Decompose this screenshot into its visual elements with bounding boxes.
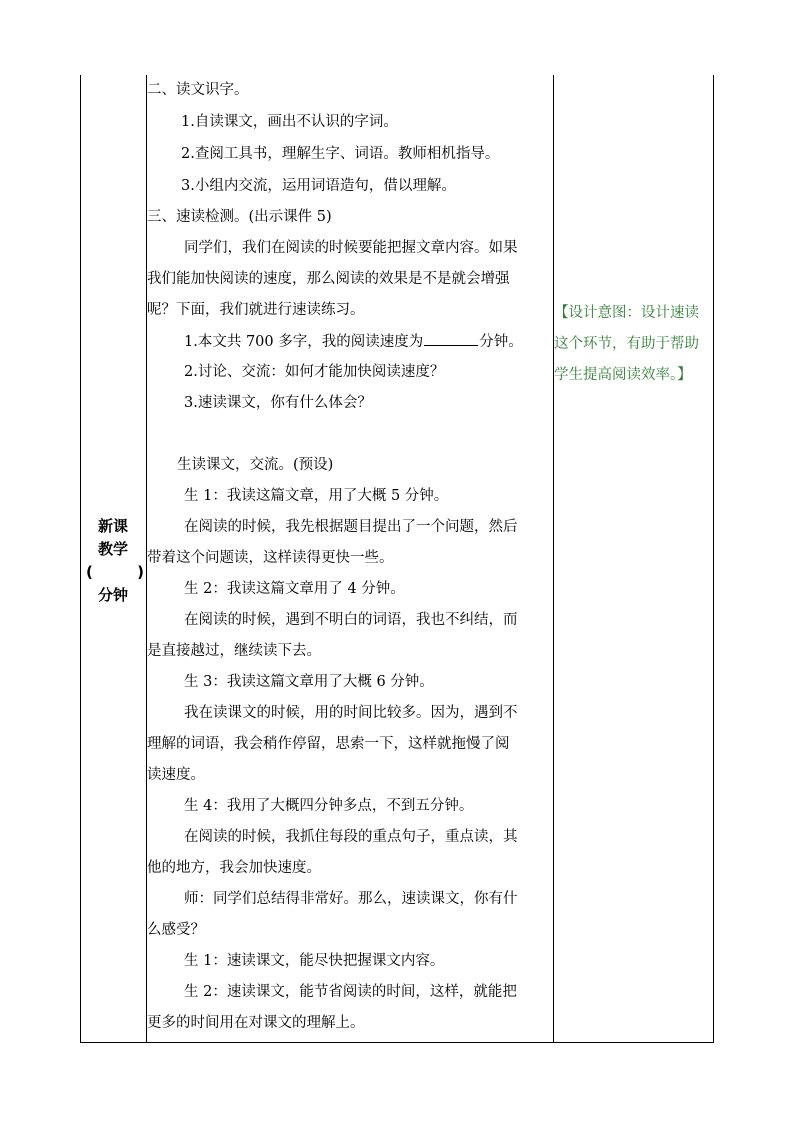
content-line: 我们能加快阅读的速度，那么阅读的效果是不是就会增强 [147,271,510,287]
content-line: 生读课文，交流。(预设) [177,457,334,473]
content-line: 1.自读课文，画出不认识的字词。 [181,114,398,130]
stage-column [80,75,146,1043]
content-line: 3.速读课文，你有什么体会？ [184,395,372,411]
answer-blank [424,331,478,346]
content-line: 同学们，我们在阅读的时候要能把握文章内容。如果 [184,240,518,256]
content-line: 么感受？ [147,922,205,938]
content-text: 分钟。 [479,334,523,350]
stage-label-line4: 分钟 [97,586,128,604]
content-line: 生 2：速读课文，能节省阅读的时间，这样，就能把 [184,984,517,1000]
content-line: 在阅读的时候，我抓住每段的重点句子，重点读，其 [184,829,518,845]
content-line: 读速度。 [147,767,205,783]
content-line-with-blank [147,331,553,352]
lesson-plan-table [80,75,714,1043]
section-heading-reading: 二、读文识字。 [147,82,249,98]
design-note-column [554,75,714,1043]
content-line: 生 2：我读这篇文章用了 4 分钟。 [184,581,405,597]
design-note-line: 这个环节，有助于帮助 [554,336,699,352]
stage-duration-blank [80,561,146,584]
stage-label [80,515,146,607]
content-column [147,75,553,1043]
section-heading-speed-test: 三、速读检测。(出示课件 5) [147,209,332,225]
content-line: 理解的词语，我会稍作停留，思索一下，这样就拖慢了阅 [147,736,510,752]
paren-close: ) [137,563,144,581]
content-line: 带着这个问题读，这样读得更快一些。 [147,550,394,566]
content-line: 生 1：我读这篇文章，用了大概 5 分钟。 [184,488,449,504]
content-line: 2.讨论、交流：如何才能加快阅读速度？ [184,364,445,380]
content-line: 2.查阅工具书，理解生字、词语。教师相机指导。 [181,146,500,162]
content-line: 我在读课文的时候，用的时间比较多。因为，遇到不 [184,705,518,721]
stage-label-line1: 新课 [97,517,128,535]
design-note-line: 【设计意图：设计速读 [554,305,699,321]
content-line: 生 1：速读课文，能尽快把握课文内容。 [184,953,445,969]
stage-label-line2: 教学 [97,540,128,558]
content-line: 是直接越过，继续读下去。 [147,643,321,659]
design-note-line: 学生提高阅读效率。】 [554,367,692,383]
content-line: 3.小组内交流，运用词语造句，借以理解。 [181,178,456,194]
content-line: 呢？下面，我们就进行速读练习。 [147,302,365,318]
content-line: 在阅读的时候，遇到不明白的词语，我也不纠结，而 [184,612,518,628]
content-line: 师：同学们总结得非常好。那么，速读课文，你有什 [184,891,518,907]
paren-open: ( [86,563,93,581]
content-line: 他的地方，我会加快速度。 [147,860,321,876]
content-line: 在阅读的时候，我先根据题目提出了一个问题，然后 [184,519,518,535]
content-line: 更多的时间用在对课文的理解上。 [147,1015,365,1031]
content-line: 生 4：我用了大概四分钟多点，不到五分钟。 [184,798,474,814]
content-line: 生 3：我读这篇文章用了大概 6 分钟。 [184,674,434,690]
content-text: 1.本文共 700 多字，我的阅读速度为 [184,334,424,350]
